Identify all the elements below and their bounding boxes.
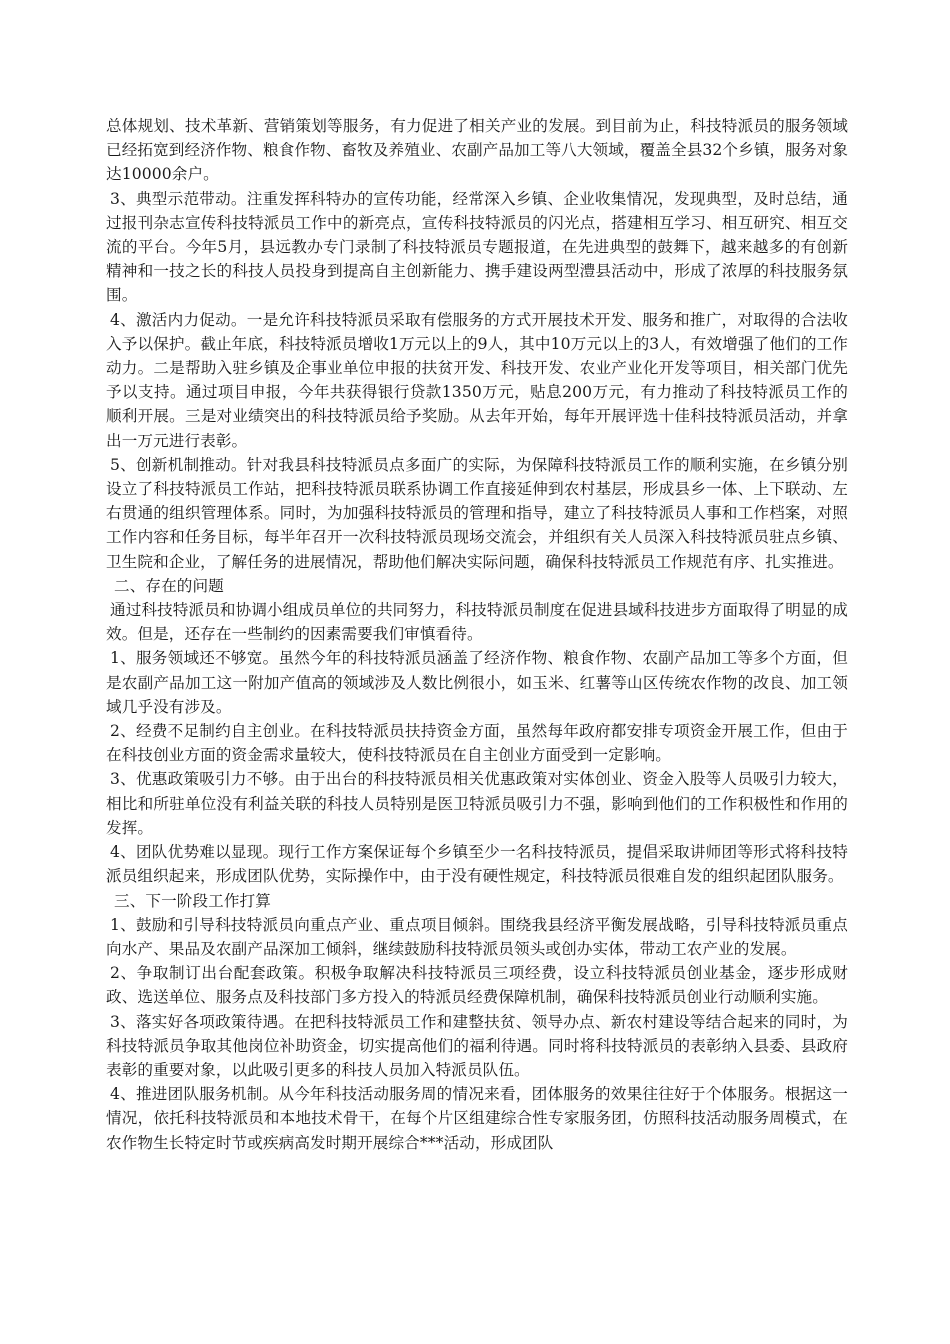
paragraph-typical-demonstration: 3、典型示范带动。注重发挥科特办的宣传功能，经常深入乡镇、企业收集情况，发现典型，及时总结，通过报刊杂志宣传科技特派员工作中的新亮点，宣传科技特派员的闪光点，搭建相互学习、相互研究、相互交流的平台。今年5月，县远教办专门录制了科技特派员专题报道，在先进典型的鼓舞下，越来越多的有创新精神和一技之长的科技人员投身到提高自主创新能力、携手建设两型澧县活动中，形成了浓厚的科技服务氛围。 <box>106 189 848 305</box>
paragraph-problem-policy: 3、优惠政策吸引力不够。由于出台的科技特派员相关优惠政策对实体创业、资金入股等人员吸引力较大，相比和所驻单位没有利益关联的科技人员特别是医卫特派员吸引力不强，影响到他们的工作积极性和作用的发挥。 <box>106 770 848 837</box>
paragraph-plan-key-industries: 1、鼓励和引导科技特派员向重点产业、重点项目倾斜。围绕我县经济平衡发展战略，引导科技特派员重点向水产、果品及农副产品深加工倾斜，继续鼓励科技特派员领头或创办实体，带动工农产业的发展。 <box>106 915 848 958</box>
document-body <box>106 114 848 1155</box>
paragraph-continuation: 总体规划、技术革新、营销策划等服务，有力促进了相关产业的发展。到目前为止，科技特派员的服务领域已经拓宽到经济作物、粮食作物、畜牧及养殖业、农副产品加工等八大领域，覆盖全县32个乡镇，服务对象达10000余户。 <box>106 117 848 184</box>
paragraph-plan-team-service: 4、推进团队服务机制。从今年科技活动服务周的情况来看，团体服务的效果往往好于个体服务。根据这一情况，依托科技特派员和本地技术骨干，在每个片区组建综合性专家服务团，仿照科技活动服务周模式，在农作物生长特定时节或疾病高发时期开展综合***活动，形成团队 <box>106 1085 848 1152</box>
paragraph-plan-supporting-policies: 2、争取制订出台配套政策。积极争取解决科技特派员三项经费，设立科技特派员创业基金，逐步形成财政、选送单位、服务点及科技部门多方投入的特派员经费保障机制，确保科技特派员创业行动顺利实施。 <box>106 964 848 1007</box>
paragraph-problem-team: 4、团队优势难以显现。现行工作方案保证每个乡镇至少一名科技特派员，提倡采取讲师团等形式将科技特派员组织起来，形成团队优势，实际操作中，由于没有硬性规定，科技特派员很难自发的组织起团队服务。 <box>106 843 848 886</box>
paragraph-plan-policy-benefits: 3、落实好各项政策待遇。在把科技特派员工作和建整扶贫、领导办点、新农村建设等结合起来的同时，为科技特派员争取其他岗位补助资金，切实提高他们的福利待遇。同时将科技特派员的表彰纳入县委、县政府表彰的重要对象，以此吸引更多的科技人员加入特派员队伍。 <box>106 1012 848 1079</box>
section-heading-problems: 二、存在的问题 <box>114 576 224 595</box>
paragraph-problem-funding: 2、经费不足制约自主创业。在科技特派员扶持资金方面，虽然每年政府都安排专项资金开展工作，但由于在科技创业方面的资金需求量较大，使科技特派员在自主创业方面受到一定影响。 <box>106 722 848 765</box>
paragraph-mechanism-innovation: 5、创新机制推动。针对我县科技特派员点多面广的实际，为保障科技特派员工作的顺利实施，在乡镇分别设立了科技特派员工作站，把科技特派员联系协调工作直接延伸到农村基层，形成县乡一体、上下联动、左右贯通的组织管理体系。同时，为加强科技特派员的管理和指导，建立了科技特派员人事和工作档案，对照工作内容和任务目标，每半年召开一次科技特派员现场交流会，并组织有关人员深入科技特派员驻点乡镇、卫生院和企业，了解任务的进展情况，帮助他们解决实际问题，确保科技特派员工作规范有序、扎实推进。 <box>106 455 848 571</box>
paragraph-problem-service-scope: 1、服务领域还不够宽。虽然今年的科技特派员涵盖了经济作物、粮食作物、农副产品加工等多个方面，但是农副产品加工这一附加产值高的领域涉及人数比例很小，如玉米、红薯等山区传统农作物的改良、加工领域几乎没有涉及。 <box>106 649 848 716</box>
section-heading-next-plans: 三、下一阶段工作打算 <box>114 891 271 910</box>
paragraph-internal-motivation: 4、激活内力促动。一是允许科技特派员采取有偿服务的方式开展技术开发、服务和推广，对取得的合法收入予以保护。截止年底，科技特派员增收1万元以上的9人，其中10万元以上的3人，有效增强了他们的工作动力。二是帮助入驻乡镇及企事业单位申报的扶贫开发、科技开发、农业产业化开发等项目，相关部门优先予以支持。通过项目申报，今年共获得银行贷款1350万元，贴息200万元，有力推动了科技特派员工作的顺利开展。三是对业绩突出的科技特派员给予奖励。从去年开始，每年开展评选十佳科技特派员活动，并拿出一万元进行表彰。 <box>106 310 848 450</box>
paragraph-problems-intro: 通过科技特派员和协调小组成员单位的共同努力，科技特派员制度在促进县域科技进步方面取得了明显的成效。但是，还存在一些制约的因素需要我们审慎看待。 <box>106 601 848 644</box>
